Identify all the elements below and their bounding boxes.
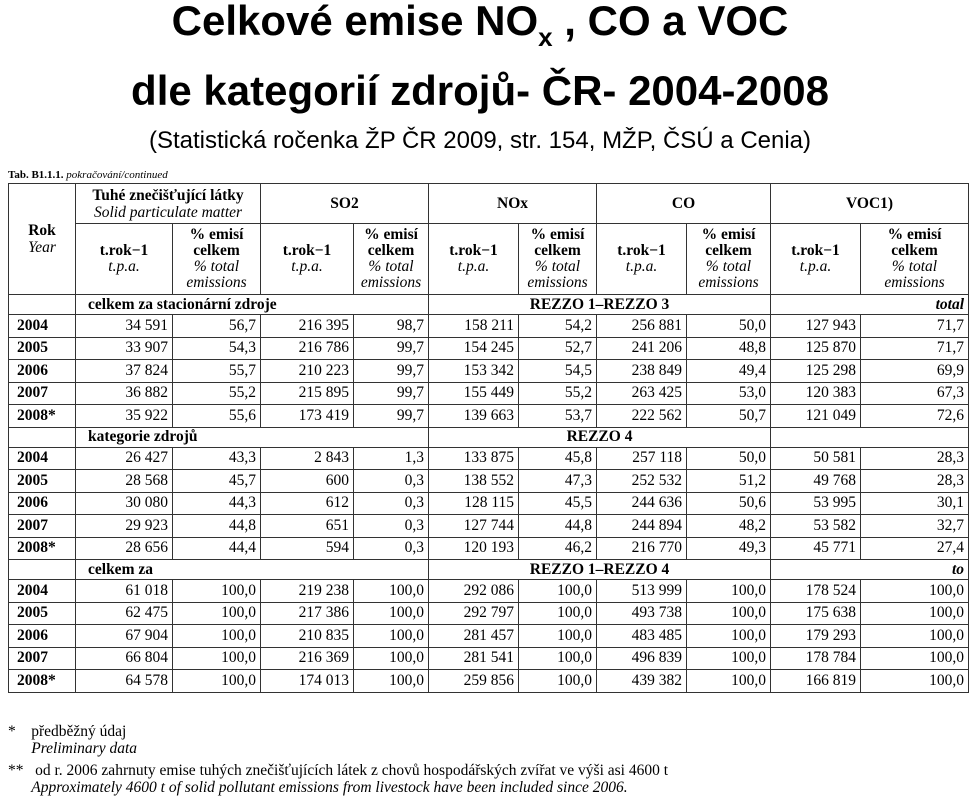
table-cell: 55,7: [173, 360, 261, 383]
table-cell: 513 999: [597, 580, 687, 603]
table-cell: 49,3: [687, 537, 771, 560]
table-cell: 50 581: [771, 447, 861, 470]
so2-unit-header: t.rok−1 t.p.a.: [261, 224, 354, 295]
table-cell: 27,4: [861, 537, 969, 560]
table-cell: 33 907: [76, 337, 173, 360]
footnote-preliminary: * předběžný údaj Preliminary data: [8, 723, 138, 757]
table-cell: 28 568: [76, 470, 173, 493]
table-cell: 32,7: [861, 515, 969, 538]
table-row: [9, 670, 969, 693]
table-cell: 67,3: [861, 382, 969, 405]
year-cell: 2006: [9, 625, 76, 648]
section-spacer-cell: [9, 295, 76, 315]
table-cell: 215 895: [261, 382, 354, 405]
table-caption: Tab. B1.1.1. pokračování/continued: [8, 169, 168, 181]
table-cell: 153 342: [429, 360, 519, 383]
year-cell: 2004: [9, 447, 76, 470]
table-cell: 594: [261, 537, 354, 560]
table-cell: 120 193: [429, 537, 519, 560]
table-cell: 44,8: [519, 515, 597, 538]
section-header-row: [9, 295, 969, 315]
table-cell: 45 771: [771, 537, 861, 560]
emissions-table: [8, 183, 969, 693]
table-cell: 54,5: [519, 360, 597, 383]
table-cell: 49,4: [687, 360, 771, 383]
table-cell: 50,0: [687, 447, 771, 470]
table-row: [9, 647, 969, 670]
table-cell: 281 541: [429, 647, 519, 670]
table-cell: 175 638: [771, 602, 861, 625]
table-cell: 44,8: [173, 515, 261, 538]
table-cell: 100,0: [861, 625, 969, 648]
co-group-header: CO: [597, 184, 771, 224]
section-header-row: [9, 560, 969, 580]
page-title-line2: dle kategorií zdrojů- ČR- 2004-2008: [131, 67, 829, 114]
table-cell: 241 206: [597, 337, 687, 360]
table-cell: 0,3: [354, 537, 429, 560]
table-cell: 45,5: [519, 492, 597, 515]
table-cell: 54,3: [173, 337, 261, 360]
table-cell: 0,3: [354, 492, 429, 515]
table-row: [9, 625, 969, 648]
table-cell: 257 118: [597, 447, 687, 470]
voc-percent-header: % emisí celkem % total emissions: [861, 224, 969, 295]
table-cell: 100,0: [173, 625, 261, 648]
table-cell: 50,7: [687, 405, 771, 428]
year-header: Rok Year: [9, 184, 76, 295]
table-cell: 100,0: [687, 625, 771, 648]
table-cell: 55,2: [519, 382, 597, 405]
table-cell: 216 786: [261, 337, 354, 360]
table-cell: 244 894: [597, 515, 687, 538]
table-cell: 100,0: [687, 647, 771, 670]
year-cell: 2007: [9, 515, 76, 538]
table-cell: 37 824: [76, 360, 173, 383]
table-cell: 51,2: [687, 470, 771, 493]
table-cell: 26 427: [76, 447, 173, 470]
table-cell: 127 943: [771, 315, 861, 338]
table-cell: 100,0: [354, 625, 429, 648]
table-cell: 29 923: [76, 515, 173, 538]
table-cell: 47,3: [519, 470, 597, 493]
pm-group-header: Tuhé znečišťující látky Solid particulate matter: [76, 184, 261, 224]
table-cell: 100,0: [354, 602, 429, 625]
table-cell: 67 904: [76, 625, 173, 648]
table-cell: 210 835: [261, 625, 354, 648]
table-cell: 100,0: [519, 625, 597, 648]
pm-percent-header: % emisí celkem % total emissions: [173, 224, 261, 295]
table-cell: 48,8: [687, 337, 771, 360]
table-cell: 53 995: [771, 492, 861, 515]
table-cell: 30 080: [76, 492, 173, 515]
table-row: [9, 447, 969, 470]
nox-percent-header: % emisí celkem % total emissions: [519, 224, 597, 295]
table-cell: 100,0: [687, 580, 771, 603]
section-spacer-cell: [9, 560, 76, 580]
table-cell: 120 383: [771, 382, 861, 405]
table-cell: 219 238: [261, 580, 354, 603]
table-cell: 155 449: [429, 382, 519, 405]
section-label: celkem za: [76, 560, 429, 580]
section-total-label: [771, 427, 969, 447]
table-cell: 600: [261, 470, 354, 493]
table-cell: 100,0: [519, 602, 597, 625]
footnote-livestock: ** od r. 2006 zahrnuty emise tuhých znečišťujících látek z chovů hospodářských zvířat ve výši asi 4600 t Approximately 4600 t of solid pollutant emissions from livestock have been included since 2006.: [8, 762, 669, 796]
year-cell: 2008*: [9, 670, 76, 693]
table-cell: 100,0: [519, 647, 597, 670]
section-label: celkem za stacionární zdroje: [76, 295, 429, 315]
table-cell: 100,0: [173, 670, 261, 693]
section-rezzo-label: REZZO 1–REZZO 3: [429, 295, 771, 315]
table-row: [9, 405, 969, 428]
table-cell: 100,0: [861, 647, 969, 670]
table-cell: 100,0: [687, 602, 771, 625]
table-cell: 217 386: [261, 602, 354, 625]
table-cell: 252 532: [597, 470, 687, 493]
nox-group-header: NOx: [429, 184, 597, 224]
table-cell: 133 875: [429, 447, 519, 470]
so2-group-header: SO2: [261, 184, 429, 224]
section-total-label: to: [771, 560, 969, 580]
table-cell: 28,3: [861, 470, 969, 493]
year-cell: 2006: [9, 360, 76, 383]
table-cell: 216 770: [597, 537, 687, 560]
table-cell: 0,3: [354, 515, 429, 538]
table-row: [9, 602, 969, 625]
table-cell: 127 744: [429, 515, 519, 538]
table-cell: 238 849: [597, 360, 687, 383]
table-cell: 244 636: [597, 492, 687, 515]
table-cell: 651: [261, 515, 354, 538]
table-cell: 216 395: [261, 315, 354, 338]
table-cell: 99,7: [354, 337, 429, 360]
table-cell: 138 552: [429, 470, 519, 493]
table-cell: 72,6: [861, 405, 969, 428]
table-cell: 28,3: [861, 447, 969, 470]
table-row: [9, 515, 969, 538]
table-row: [9, 537, 969, 560]
table-cell: 45,7: [173, 470, 261, 493]
table-row: [9, 382, 969, 405]
table-cell: 154 245: [429, 337, 519, 360]
table-cell: 28 656: [76, 537, 173, 560]
section-rezzo-label: REZZO 4: [429, 427, 771, 447]
table-cell: 35 922: [76, 405, 173, 428]
table-cell: 100,0: [173, 602, 261, 625]
table-cell: 263 425: [597, 382, 687, 405]
table-row: [9, 492, 969, 515]
table-cell: 69,9: [861, 360, 969, 383]
table-cell: 259 856: [429, 670, 519, 693]
table-cell: 166 819: [771, 670, 861, 693]
table-cell: 53,7: [519, 405, 597, 428]
year-cell: 2005: [9, 470, 76, 493]
section-spacer-cell: [9, 427, 76, 447]
page-title-line1: Celkové emise $NO_x$ , CO a VOC: [171, 0, 789, 52]
section-header-row: [9, 427, 969, 447]
year-cell: 2005: [9, 337, 76, 360]
table-cell: 99,7: [354, 360, 429, 383]
co-unit-header: t.rok−1 t.p.a.: [597, 224, 687, 295]
table-cell: 48,2: [687, 515, 771, 538]
year-cell: 2007: [9, 382, 76, 405]
table-cell: 100,0: [354, 647, 429, 670]
table-cell: 256 881: [597, 315, 687, 338]
table-cell: 34 591: [76, 315, 173, 338]
table-cell: 100,0: [354, 580, 429, 603]
table-cell: 281 457: [429, 625, 519, 648]
section-label: kategorie zdrojů: [76, 427, 429, 447]
pm-unit-header: t.rok−1 t.p.a.: [76, 224, 173, 295]
table-cell: 100,0: [173, 647, 261, 670]
table-cell: 2 843: [261, 447, 354, 470]
table-cell: 66 804: [76, 647, 173, 670]
table-cell: 125 870: [771, 337, 861, 360]
year-cell: 2004: [9, 580, 76, 603]
table-cell: 1,3: [354, 447, 429, 470]
table-cell: 71,7: [861, 315, 969, 338]
table-cell: 49 768: [771, 470, 861, 493]
table-cell: 439 382: [597, 670, 687, 693]
table-cell: 292 797: [429, 602, 519, 625]
table-cell: 53,0: [687, 382, 771, 405]
table-cell: 179 293: [771, 625, 861, 648]
table-row: [9, 580, 969, 603]
table-cell: 61 018: [76, 580, 173, 603]
voc-unit-header: t.rok−1 t.p.a.: [771, 224, 861, 295]
table-cell: 98,7: [354, 315, 429, 338]
table-cell: 56,7: [173, 315, 261, 338]
table-row: [9, 470, 969, 493]
table-row: [9, 337, 969, 360]
table-cell: 36 882: [76, 382, 173, 405]
table-cell: 100,0: [861, 602, 969, 625]
table-cell: 493 738: [597, 602, 687, 625]
so2-percent-header: % emisí celkem % total emissions: [354, 224, 429, 295]
table-cell: 52,7: [519, 337, 597, 360]
table-cell: 0,3: [354, 470, 429, 493]
table-cell: 53 582: [771, 515, 861, 538]
table-cell: 62 475: [76, 602, 173, 625]
table-cell: 45,8: [519, 447, 597, 470]
table-cell: 292 086: [429, 580, 519, 603]
table-cell: 174 013: [261, 670, 354, 693]
table-cell: 44,4: [173, 537, 261, 560]
table-cell: 158 211: [429, 315, 519, 338]
table-cell: 55,2: [173, 382, 261, 405]
table-cell: 50,6: [687, 492, 771, 515]
year-cell: 2005: [9, 602, 76, 625]
year-cell: 2007: [9, 647, 76, 670]
table-cell: 99,7: [354, 382, 429, 405]
table-cell: 222 562: [597, 405, 687, 428]
table-cell: 64 578: [76, 670, 173, 693]
table-cell: 125 298: [771, 360, 861, 383]
section-rezzo-label: REZZO 1–REZZO 4: [429, 560, 771, 580]
table-cell: 483 485: [597, 625, 687, 648]
year-cell: 2006: [9, 492, 76, 515]
unit-header-row: [9, 224, 969, 295]
table-cell: 46,2: [519, 537, 597, 560]
table-cell: 121 049: [771, 405, 861, 428]
year-cell: 2008*: [9, 405, 76, 428]
table-cell: 100,0: [519, 670, 597, 693]
table-cell: 50,0: [687, 315, 771, 338]
table-cell: 54,2: [519, 315, 597, 338]
table-body: [9, 295, 969, 693]
table-row: [9, 360, 969, 383]
table-cell: 178 524: [771, 580, 861, 603]
table-cell: 216 369: [261, 647, 354, 670]
table-cell: 100,0: [687, 670, 771, 693]
table-cell: 100,0: [354, 670, 429, 693]
table-cell: 178 784: [771, 647, 861, 670]
table-row: [9, 315, 969, 338]
section-total-label: total: [771, 295, 969, 315]
table-cell: 139 663: [429, 405, 519, 428]
table-cell: 44,3: [173, 492, 261, 515]
voc-group-header: VOC1): [771, 184, 969, 224]
table-cell: 99,7: [354, 405, 429, 428]
nox-unit-header: t.rok−1 t.p.a.: [429, 224, 519, 295]
table-cell: 100,0: [861, 670, 969, 693]
co-percent-header: % emisí celkem % total emissions: [687, 224, 771, 295]
table-cell: 100,0: [519, 580, 597, 603]
table-cell: 612: [261, 492, 354, 515]
year-cell: 2008*: [9, 537, 76, 560]
table-cell: 100,0: [173, 580, 261, 603]
table-cell: 173 419: [261, 405, 354, 428]
table-cell: 71,7: [861, 337, 969, 360]
table-cell: 128 115: [429, 492, 519, 515]
page-subtitle-source: (Statistická ročenka ŽP ČR 2009, str. 154, MŽP, ČSÚ a Cenia): [148, 127, 812, 154]
year-cell: 2004: [9, 315, 76, 338]
table-cell: 100,0: [861, 580, 969, 603]
table-cell: 210 223: [261, 360, 354, 383]
table-cell: 55,6: [173, 405, 261, 428]
table-cell: 496 839: [597, 647, 687, 670]
table-cell: 43,3: [173, 447, 261, 470]
table-cell: 30,1: [861, 492, 969, 515]
